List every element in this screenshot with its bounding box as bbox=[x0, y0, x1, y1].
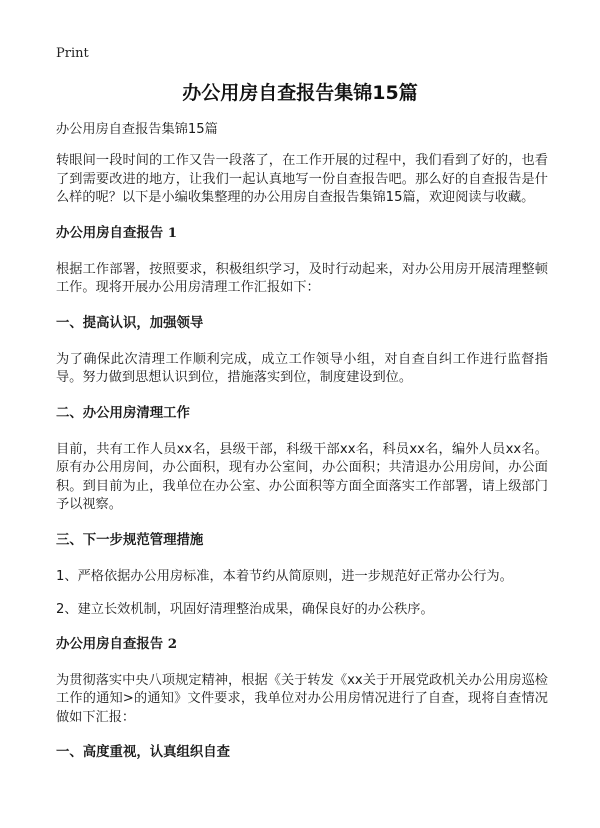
report-2-heading: 办公用房自查报告 2 bbox=[56, 635, 178, 652]
page-title: 办公用房自查报告集锦15篇 bbox=[182, 82, 418, 104]
report-1-section-2-paragraph: 目前，共有工作人员xx名，县级干部，科级干部xx名，科员xx名，编外人员xx名。原有办公用房间，办公面积，现有办公室间，办公面积；共清退办公用房间，办公面积。到目前为止，我单位在办公室、办公面积等方面全面落实工作部署，请上级部门予以视察。 bbox=[56, 441, 548, 512]
document-body bbox=[56, 120, 548, 780]
report-1-section-2-heading: 二、办公用房清理工作 bbox=[56, 404, 190, 421]
report-1-section-3-item-2: 2、建立长效机制，巩固好清理整治成果，确保良好的办公秩序。 bbox=[56, 602, 434, 617]
report-1-heading: 办公用房自查报告 1 bbox=[56, 224, 178, 241]
intro-paragraph: 转眼间一段时间的工作又告一段落了，在工作开展的过程中，我们看到了好的，也看了到需要改进的地方，让我们一起认真地写一份自查报告吧。那么好的自查报告是什么样的呢？以下是小编收集整理的办公用房自查报告集锦15篇，欢迎阅读与收藏。 bbox=[56, 153, 548, 205]
report-1-section-3-item-1: 1、严格依据办公用房标准，本着节约从简原则，进一步规范好正常办公行为。 bbox=[56, 568, 513, 584]
print-link[interactable]: Print bbox=[56, 46, 89, 61]
report-1-section-3-heading: 三、下一步规范管理措施 bbox=[56, 531, 204, 548]
report-1-intro-paragraph: 根据工作部署，按照要求，积极组织学习，及时行动起来，对办公用房开展清理整顿工作。现将开展办公用房清理工作汇报如下： bbox=[56, 261, 548, 295]
document-subtitle: 办公用房自查报告集锦15篇 bbox=[56, 122, 218, 137]
report-1-section-1-heading: 一、提高认识，加强领导 bbox=[56, 314, 204, 331]
report-2-intro-paragraph: 为贯彻落实中央八项规定精神，根据《关于转发《xx关于开展党政机关办公用房巡检工作的通知>的通知》文件要求，我单位对办公用房情况进行了自查，现将自查情况做如下汇报： bbox=[56, 672, 548, 725]
report-1-section-1-paragraph: 为了确保此次清理工作顺利完成，成立工作领导小组，对自查自纠工作进行监督指导。努力做到思想认识到位，措施落实到位，制度建设到位。 bbox=[56, 351, 548, 385]
report-2-section-1-heading: 一、高度重视，认真组织自查 bbox=[56, 744, 231, 760]
